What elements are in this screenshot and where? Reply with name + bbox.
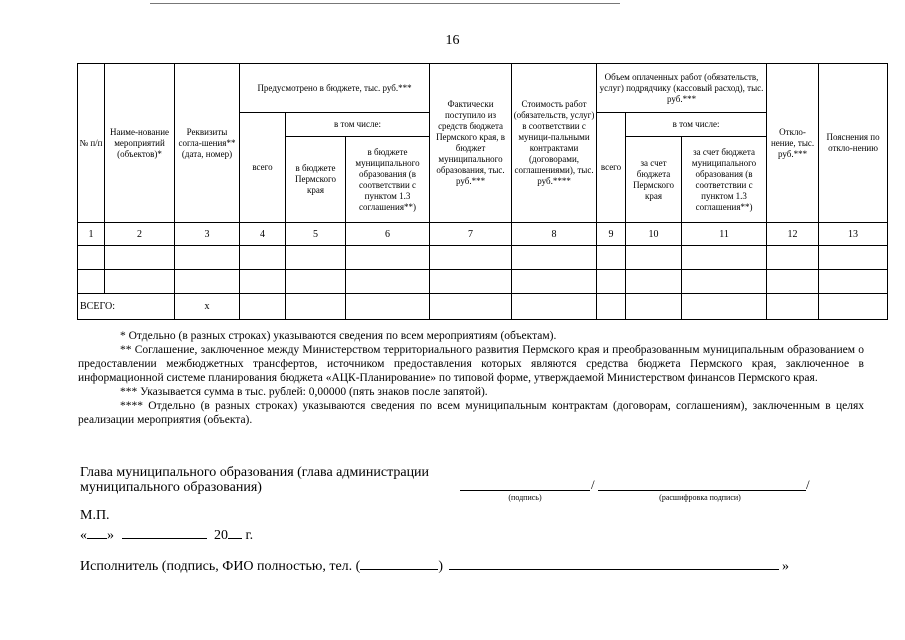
table-cell: [105, 246, 175, 270]
footnote: * Отдельно (в разных строках) указываются сведения по всем мероприятиям (объектам).: [120, 330, 557, 342]
date-open-quote: «: [80, 528, 87, 543]
column-number: 3: [175, 223, 240, 246]
table-cell: [512, 270, 597, 294]
footnote: **** Отдельно (в разных строках) указываются сведения по всем муниципальным контрактам (договорам, соглашениям), заключенным в целях реализации мероприятия (объекта).: [78, 400, 864, 426]
header-paid-perm: за счет бюджета Пермского края: [626, 137, 682, 223]
executor-label: Исполнитель (подпись, ФИО полностью, тел. (: [80, 559, 361, 574]
table-cell: [430, 294, 512, 320]
date-month-blank: [122, 526, 207, 539]
column-number: 6: [346, 223, 430, 246]
header-paid-municipal: за счет бюджета муниципального образования (в соответствии с пунктом 1.3 соглашения**): [682, 137, 767, 223]
column-number: 12: [767, 223, 819, 246]
table-cell: [819, 294, 888, 320]
header-explanation: Пояснения по откло-нению: [819, 64, 888, 223]
header-budget-group: Предусмотрено в бюджете, тыс. руб.***: [240, 64, 430, 113]
column-number: 7: [430, 223, 512, 246]
column-number: 8: [512, 223, 597, 246]
table-cell: [175, 246, 240, 270]
header-including: в том числе:: [286, 113, 430, 137]
executor-info-blank: [449, 557, 779, 570]
table-cell: [78, 246, 105, 270]
total-requisites-cell: x: [175, 294, 240, 320]
column-number: 2: [105, 223, 175, 246]
table-cell: [597, 294, 626, 320]
page-number: 16: [445, 33, 460, 48]
footnote: ** Соглашение, заключенное между Министерством территориального развития Пермского края и преобразованным муниципальным образованием о предоставлении межбюджетных трансфертов, источником предоставления которых являются средства бюджета Пермского края, заключенное в информационной системе планирования бюджета «АЦК-Планирование» по типовой форме, утверждаемой Министерством финансов Пермского края.: [78, 344, 864, 384]
table-cell: [767, 246, 819, 270]
header-total: всего: [240, 113, 286, 223]
table-cell: [240, 294, 286, 320]
date-field: [80, 526, 253, 544]
table-cell: [767, 270, 819, 294]
table-cell: [430, 246, 512, 270]
table-cell: [626, 246, 682, 270]
header-actual-received: Фактически поступило из средств бюджета Пермского края, в бюджет муниципального образования, тыс. руб.***: [430, 64, 512, 223]
header-name: Наиме-нование мероприятий (объектов)*: [105, 64, 175, 223]
date-day-blank: [87, 526, 107, 539]
total-row: [78, 294, 888, 320]
signature-decode-caption: (расшифровка подписи): [659, 493, 741, 502]
table-cell: [346, 270, 430, 294]
table-cell: [512, 246, 597, 270]
column-number: 5: [286, 223, 346, 246]
signatory-title: [80, 465, 429, 495]
table-cell: [240, 246, 286, 270]
column-numbers-row: [78, 223, 888, 246]
table-row: [78, 270, 888, 294]
header-requisites: Реквизиты согла-шения** (дата, номер): [175, 64, 240, 223]
column-number: 9: [597, 223, 626, 246]
executor-close-quote: »: [782, 559, 790, 574]
table-cell: [767, 294, 819, 320]
date-year-suffix: г.: [245, 528, 254, 543]
column-number: 1: [78, 223, 105, 246]
table-cell: [286, 270, 346, 294]
signature-line: [460, 490, 590, 491]
table-cell: [512, 294, 597, 320]
date-close-quote: »: [107, 528, 114, 543]
table-cell: [819, 246, 888, 270]
table-cell: [819, 270, 888, 294]
header-municipal-budget: в бюджете муниципального образования (в соответствии с пунктом 1.3 соглашения**): [346, 137, 430, 223]
date-year-prefix: 20: [214, 528, 228, 543]
header-num: № п/п: [78, 64, 105, 223]
table-cell: [240, 270, 286, 294]
header-paid-total: всего: [597, 113, 626, 223]
executor-close-paren: ): [438, 559, 444, 574]
executor-phone-code-blank: [360, 557, 438, 570]
date-year-blank: [228, 526, 242, 539]
table-cell: [346, 294, 430, 320]
table-cell: [78, 270, 105, 294]
column-number: 10: [626, 223, 682, 246]
table-cell: [286, 294, 346, 320]
table-cell: [626, 270, 682, 294]
table-cell: [597, 246, 626, 270]
table-cell: [682, 270, 767, 294]
footnote: *** Указывается сумма в тыс. рублей: 0,00000 (пять знаков после запятой).: [120, 386, 488, 398]
total-label: ВСЕГО:: [78, 294, 175, 320]
header-deviation: Откло-нение, тыс. руб.***: [767, 64, 819, 223]
column-number: 4: [240, 223, 286, 246]
footnotes: [78, 329, 864, 427]
table-cell: [682, 294, 767, 320]
header-paid-group: Объем оплаченных работ (обязательств, услуг) подрядчику (кассовый расход), тыс. руб.***: [597, 64, 767, 113]
table-cell: [626, 294, 682, 320]
table-cell: [346, 246, 430, 270]
column-number: 13: [819, 223, 888, 246]
table-cell: [175, 270, 240, 294]
signature-decode-line: [598, 490, 806, 491]
signature-caption: (подпись): [508, 493, 542, 502]
header-contracts-cost: Стоимость работ (обязательств, услуг) в соответствии с муници-пальными контрактами (договорами, соглашениями), тыс. руб.****: [512, 64, 597, 223]
slash: /: [591, 477, 595, 492]
report-table: [77, 63, 888, 320]
header-paid-including: в том числе:: [626, 113, 767, 137]
header-perm-budget: в бюджете Пермского края: [286, 137, 346, 223]
slash: /: [806, 477, 810, 492]
executor-field: [80, 557, 789, 575]
stamp-place: М.П.: [80, 508, 110, 523]
table-cell: [597, 270, 626, 294]
table-cell: [682, 246, 767, 270]
signatory-title-line: муниципального образования): [80, 480, 262, 495]
table-cell: [105, 270, 175, 294]
table-row: [78, 246, 888, 270]
table-cell: [286, 246, 346, 270]
table-cell: [430, 270, 512, 294]
top-divider: [150, 3, 620, 4]
column-number: 11: [682, 223, 767, 246]
signatory-title-line: Глава муниципального образования (глава администрации: [80, 465, 430, 480]
